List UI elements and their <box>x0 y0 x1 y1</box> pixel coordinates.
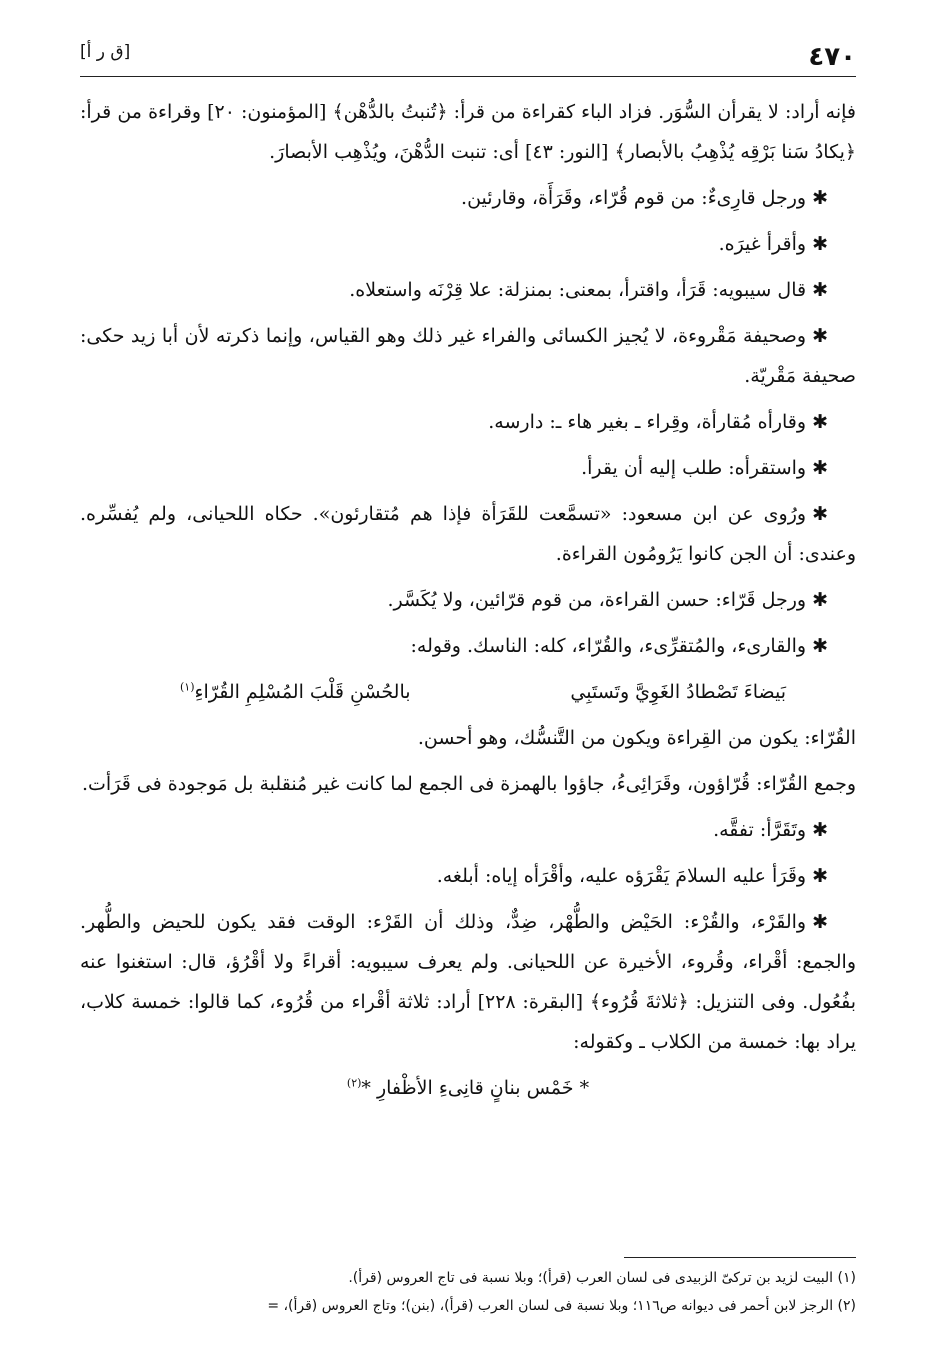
star-icon: ✱ <box>812 411 828 433</box>
star-icon: ✱ <box>812 457 828 479</box>
header-rule <box>80 76 856 77</box>
paragraph <box>80 224 856 264</box>
paragraph-text: القُرّاء: يكون من القِراءة ويكون من التَّنسُّك، وهو أحسن. <box>417 727 856 749</box>
paragraph-text: وقارأه مُقارأة، وقِراء ـ بغير هاء ـ: دارسه. <box>488 411 807 433</box>
footnotes <box>80 1264 856 1320</box>
paragraph-text: والقَرْء، والقُرْء: الحَيْض والطُّهْر، ضِدٌّ، وذلك أن القَرْء: الوقت فقد يكون للحيض والطُّهر. والجمع: أقْراء، وقُروء، الأخيرة عن اللحيانى. ولم يعرف سيبويه: أقراءً ولا أقْرُؤ، قال: استغنوا عنه بفُعُول. وفى التنزيل: ﴿ثلاثةَ قُرُوء﴾ [البقرة: ٢٢٨] أراد: ثلاثة أقْراء من قُرُوء، كما قالوا: خمسة كلاب، يراد بها: خمسة من الكلاب ـ وكقوله: <box>80 911 857 1053</box>
star-icon: ✱ <box>812 279 828 301</box>
paragraph <box>80 448 856 488</box>
paragraph <box>80 270 856 310</box>
star-icon: ✱ <box>812 911 828 933</box>
verse-second-text: بالحُسْنِ قَلْبَ المُسْلِمِ القُرّاءِ <box>194 681 411 703</box>
verse-second-hemistich <box>180 672 411 712</box>
paragraph <box>80 178 856 218</box>
paragraph-text: ورُوى عن ابن مسعود: «تسمَّعت للقَرَأة فإذا هم مُتقارئون». حكاه اللحيانى، ولم يُفسِّره. وعندى: أن الجن كانوا يَرُومُون القراءة. <box>80 503 856 565</box>
verse-first-hemistich: بَيضاءَ تَصْطادُ الغَوِيَّ وتَستَبِي <box>570 681 786 703</box>
footnote-marker: (٢) <box>346 1076 362 1090</box>
paragraph-text: ورجل قارِىءٌ: من قوم قُرّاء، وقَرَأَة، وقارئين. <box>461 187 807 209</box>
paragraph-text: والقارىء، والمُتقرِّىء، والقُرّاء، كله: الناسك. وقوله: <box>410 635 807 657</box>
page-number: ٤٧٠ <box>808 42 856 72</box>
poetry-verse <box>80 672 856 712</box>
footnote-marker: (١) <box>180 680 195 694</box>
footnote: (٢) الرجز لابن أحمر فى ديوانه ص١١٦؛ وبلا نسبة فى لسان العرب (قرأ)، (بنن)؛ وتاج العروس (قرأ)، = <box>267 1298 856 1314</box>
star-icon: ✱ <box>812 865 828 887</box>
paragraph-text: وأقرأ غيرَه. <box>718 233 807 255</box>
paragraph-text: قال سيبويه: قَرَأ، واقترأ، بمعنى: بمنزلة: علا قِرْنَه واستعلاه. <box>349 279 807 301</box>
star-icon: ✱ <box>812 503 828 525</box>
footnote: (١) البيت لزيد بن تركىّ الزبيدى فى لسان العرب (قرأ)؛ وبلا نسبة فى تاج العروس (قرأ). <box>348 1270 856 1286</box>
page-body <box>80 92 856 1114</box>
footnote-separator <box>624 1257 856 1258</box>
rajaz-verse <box>80 1068 856 1108</box>
star-icon: ✱ <box>812 819 828 841</box>
paragraph <box>80 494 856 574</box>
paragraph <box>80 810 856 850</box>
paragraph-text: واستقرأه: طلب إليه أن يقرأ. <box>581 457 807 479</box>
paragraph <box>80 402 856 442</box>
star-icon: ✱ <box>812 325 828 347</box>
paragraph <box>80 316 856 396</box>
paragraph-text: فإنه أراد: لا يقرأن السُّوَر. فزاد الباء كقراءة من قرأ: ﴿تُنبتُ بالدُّهْن﴾ [المؤمنون: ٢٠] وقراءة من قرأ: ﴿يكادُ سَنا بَرْقِه يُذْهِبُ بالأبصار﴾ [النور: ٤٣] أى: تنبت الدُّهْنَ، ويُذْهِب الأبصارَ. <box>80 101 856 163</box>
star-icon: ✱ <box>812 589 828 611</box>
page-header <box>80 42 856 80</box>
paragraph-text: وقَرَأ عليه السلامَ يَقْرَؤه عليه، وأقْرَأه إياه: أبلغه. <box>436 865 807 887</box>
paragraph <box>80 626 856 666</box>
paragraph-text: ورجل قَرّاء: حسن القراءة، من قوم قرّائين، ولا يُكَسَّر. <box>387 589 807 611</box>
root-bracket: [ق ر أ] <box>80 42 131 62</box>
star-icon: ✱ <box>812 635 828 657</box>
star-icon: ✱ <box>812 187 828 209</box>
paragraph <box>80 902 856 1062</box>
paragraph-text: وصحيفة مَقْروءة، لا يُجيز الكسائى والفراء غير ذلك وهو القياس، وإنما ذكرته لأن أبا زيد حكى: صحيفة مَقْريّة. <box>80 325 856 387</box>
paragraph-text: وتَقَرَّأ: تفقَّه. <box>713 819 807 841</box>
paragraph-text: وجمع القُرّاء: قُرّاؤون، وقَرَائِىءُ، جاؤوا بالهمزة فى الجمع لما كانت غير مُنقلبة بل مَوجودة فى قَرَأت. <box>82 773 856 795</box>
paragraph <box>80 580 856 620</box>
paragraph <box>80 92 856 172</box>
paragraph <box>80 856 856 896</box>
rajaz-text: * خَمْس بنانٍ قانِىءِ الأظْفارِ * <box>361 1077 590 1099</box>
paragraph <box>80 764 856 804</box>
star-icon: ✱ <box>812 233 828 255</box>
paragraph <box>80 718 856 758</box>
